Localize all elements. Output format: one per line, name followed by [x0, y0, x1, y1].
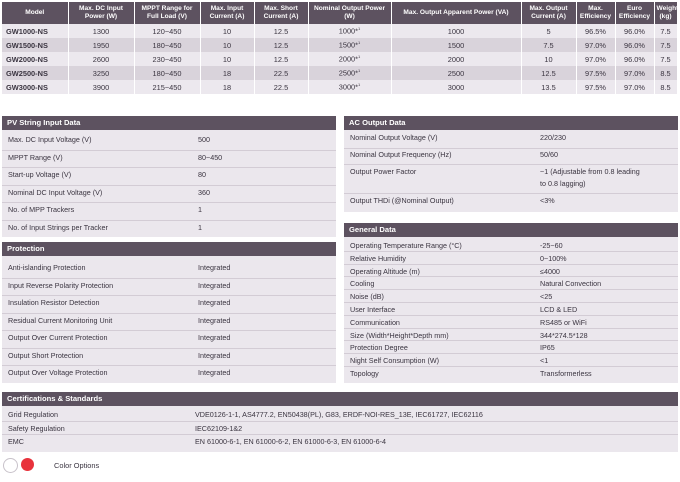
- pv-string-value: 1: [198, 205, 202, 214]
- models-header-cell: Max. Efficiency: [576, 2, 615, 24]
- models-header-cell: Max. Output Apparent Power (VA): [391, 2, 521, 24]
- model-cell: 1500: [391, 38, 521, 52]
- model-cell: 18: [200, 80, 254, 94]
- models-header-cell: Max. DC Input Power (W): [68, 2, 134, 24]
- pv-string-label: Start-up Voltage (V): [8, 170, 72, 179]
- protection-label: Input Reverse Polarity Protection: [8, 280, 114, 290]
- certifications-label: EMC: [8, 437, 24, 446]
- models-header-cell: Weight (kg): [654, 2, 677, 24]
- model-cell: 96.0%: [615, 38, 654, 52]
- general-label: Noise (dB): [350, 292, 384, 302]
- model-name: GW3000-NS: [2, 80, 68, 94]
- ac-row: [344, 150, 678, 164]
- model-cell: 97.0%: [615, 80, 654, 94]
- protection-value: Integrated: [198, 263, 231, 272]
- models-header-cell: Nominal Output Power (W): [308, 2, 391, 24]
- pv-string-row: [2, 153, 336, 169]
- models-header-cell: Max. Output Current (A): [521, 2, 576, 24]
- model-cell: 7.5: [654, 24, 677, 38]
- model-cell: 97.0%: [615, 66, 654, 80]
- ac-row-value: ~1 (Adjustable from 0.8 leading: [540, 167, 640, 176]
- model-cell: 22.5: [254, 80, 308, 94]
- models-table-header: [2, 2, 677, 24]
- model-cell: 97.0%: [576, 52, 615, 66]
- certifications-label: Grid Regulation: [8, 410, 58, 419]
- protection-panel: [2, 242, 336, 383]
- general-title: General Data: [344, 223, 678, 237]
- model-cell: 120~450: [134, 24, 200, 38]
- model-cell: 180~450: [134, 66, 200, 80]
- protection-row: [2, 333, 336, 349]
- model-cell: 1000: [391, 24, 521, 38]
- general-value: RS485 or WiFi: [540, 317, 587, 327]
- model-cell: 10: [200, 24, 254, 38]
- protection-value: Integrated: [198, 298, 231, 307]
- model-name: GW1000-NS: [2, 24, 68, 38]
- pv-string-label: No. of Input Strings per Tracker: [8, 222, 108, 232]
- model-cell: 2500: [391, 66, 521, 80]
- model-cell: 97.5%: [576, 66, 615, 80]
- model-cell: 8.5: [654, 80, 677, 94]
- footnote-mark: 1: [358, 82, 361, 88]
- model-cell: 1000*$^1$: [308, 24, 391, 38]
- model-cell: 215~450: [134, 80, 200, 94]
- protection-row: [2, 298, 336, 314]
- footnote-mark: 1: [358, 26, 361, 32]
- model-cell: 7.5: [654, 52, 677, 66]
- general-value: Transformerless: [540, 369, 592, 378]
- model-cell: 1950: [68, 38, 134, 52]
- general-label: Communication: [350, 317, 400, 327]
- general-value: IP65: [540, 343, 555, 353]
- model-cell: 13.5: [521, 80, 576, 94]
- ac-row-value: 220/230: [540, 133, 566, 142]
- ac-row-value: <3%: [540, 196, 555, 205]
- ac-row-label: Nominal Output Frequency (Hz): [350, 150, 452, 159]
- models-header-cell: Euro Efficiency: [615, 2, 654, 24]
- model-cell: 3000: [391, 80, 521, 94]
- model-cell: 96.0%: [615, 52, 654, 66]
- general-label: Cooling: [350, 279, 375, 289]
- general-value: ≤4000: [540, 266, 560, 276]
- ac-row-value-line2: to 0.8 lagging): [540, 179, 586, 188]
- model-name: GW1500-NS: [2, 38, 68, 52]
- protection-title: Protection: [2, 242, 336, 256]
- general-label: Protection Degree: [350, 343, 408, 353]
- model-cell: 3250: [68, 66, 134, 80]
- model-cell: 2000*$^1$: [308, 52, 391, 66]
- general-panel: [344, 223, 678, 383]
- general-label: Operating Altitude (m): [350, 266, 420, 276]
- model-cell: 1500*$^1$: [308, 38, 391, 52]
- models-table-row: [2, 66, 677, 80]
- protection-label: Output Over Current Protection: [8, 333, 108, 342]
- model-cell: 18: [200, 66, 254, 80]
- general-value: 0~100%: [540, 253, 567, 263]
- general-value: <25: [540, 292, 553, 302]
- ac-output-panel: [344, 116, 678, 212]
- certifications-label: Safety Regulation: [8, 423, 65, 433]
- pv-string-label: MPPT Range (V): [8, 152, 63, 162]
- pv-string-value: 80~450: [198, 152, 223, 162]
- pv-string-value: 1: [198, 222, 202, 232]
- models-header-cell: Max. Short Current (A): [254, 2, 308, 24]
- model-cell: 97.0%: [576, 38, 615, 52]
- model-cell: 1300: [68, 24, 134, 38]
- protection-row: [2, 368, 336, 384]
- pv-string-row: [2, 170, 336, 186]
- model-cell: 2600: [68, 52, 134, 66]
- pv-string-row: [2, 205, 336, 221]
- ac-output-title: AC Output Data: [344, 116, 678, 130]
- pv-string-label: Nominal DC Input Voltage (V): [8, 187, 103, 197]
- footnote-mark: 1: [358, 54, 361, 60]
- model-cell: 230~450: [134, 52, 200, 66]
- model-cell: 97.5%: [576, 80, 615, 94]
- models-table: [2, 2, 678, 94]
- certifications-row: [2, 437, 678, 449]
- pv-string-row: [2, 223, 336, 239]
- protection-label: Output Short Protection: [8, 350, 84, 360]
- model-cell: 2500*$^1$: [308, 66, 391, 80]
- model-cell: 5: [521, 24, 576, 38]
- certifications-title: Certifications & Standards: [2, 392, 678, 406]
- protection-label: Output Over Voltage Protection: [8, 368, 108, 377]
- ac-row-label: Output Power Factor: [350, 167, 417, 176]
- models-table-row: [2, 38, 677, 52]
- protection-row: [2, 316, 336, 332]
- model-cell: 3900: [68, 80, 134, 94]
- protection-label: Residual Current Monitoring Unit: [8, 315, 113, 325]
- ac-row: [344, 167, 678, 195]
- general-row: [344, 369, 678, 380]
- model-cell: 10: [521, 52, 576, 66]
- model-cell: 8.5: [654, 66, 677, 80]
- model-cell: 22.5: [254, 66, 308, 80]
- general-label: Night Self Consumption (W): [350, 356, 440, 366]
- pv-string-label: No. of MPP Trackers: [8, 205, 75, 214]
- general-label: User Interface: [350, 305, 396, 314]
- certifications-value: VDE0126-1-1, AS4777.2, EN50438(PL), G83, ERDF-NOI-RES_13E, IEC61727, IEC62116: [195, 410, 483, 419]
- color-swatch-white: [3, 458, 18, 473]
- general-label: Topology: [350, 369, 379, 378]
- model-cell: 7.5: [521, 38, 576, 52]
- general-value: <1: [540, 356, 549, 366]
- general-value: Natural Convection: [540, 279, 602, 289]
- protection-value: Integrated: [198, 368, 231, 377]
- ac-row-value: 50/60: [540, 150, 558, 159]
- protection-label: Insulation Resistor Detection: [8, 298, 100, 307]
- pv-string-value: 500: [198, 135, 210, 144]
- models-header-cell: Model: [2, 2, 68, 24]
- model-cell: 7.5: [654, 38, 677, 52]
- color-options-label: Color Options: [54, 461, 100, 470]
- footnote-mark: 1: [358, 40, 361, 46]
- general-label: Size (Width*Height*Depth mm): [350, 330, 449, 340]
- model-cell: 180~450: [134, 38, 200, 52]
- model-cell: 10: [200, 52, 254, 66]
- model-cell: 10: [200, 38, 254, 52]
- models-table-row: [2, 24, 677, 38]
- pv-string-panel: [2, 116, 336, 237]
- protection-value: Integrated: [198, 333, 231, 342]
- model-cell: 12.5: [254, 24, 308, 38]
- general-value: -25~60: [540, 241, 563, 250]
- pv-string-title: PV String Input Data: [2, 116, 336, 130]
- protection-row: [2, 263, 336, 279]
- model-cell: 12.5: [521, 66, 576, 80]
- pv-string-row: [2, 135, 336, 151]
- certifications-value: IEC62109-1&2: [195, 423, 243, 433]
- protection-row: [2, 281, 336, 297]
- model-cell: 2000: [391, 52, 521, 66]
- certifications-panel: [2, 392, 678, 452]
- model-name: GW2000-NS: [2, 52, 68, 66]
- general-value: 344*274.5*128: [540, 330, 588, 340]
- models-header-cell: Max. Input Current (A): [200, 2, 254, 24]
- ac-row: [344, 196, 678, 210]
- protection-row: [2, 351, 336, 367]
- pv-string-value: 80: [198, 170, 206, 179]
- models-header-cell: MPPT Range for Full Load (V): [134, 2, 200, 24]
- model-name: GW2500-NS: [2, 66, 68, 80]
- general-label: Relative Humidity: [350, 253, 406, 263]
- protection-label: Anti-islanding Protection: [8, 263, 86, 272]
- ac-row-label: Nominal Output Voltage (V): [350, 133, 438, 142]
- model-cell: 3000*$^1$: [308, 80, 391, 94]
- protection-value: Integrated: [198, 315, 231, 325]
- general-value: LCD & LED: [540, 305, 578, 314]
- model-cell: 12.5: [254, 52, 308, 66]
- model-cell: 96.5%: [576, 24, 615, 38]
- model-cell: 12.5: [254, 38, 308, 52]
- protection-value: Integrated: [198, 350, 231, 360]
- models-table-row: [2, 80, 677, 94]
- protection-value: Integrated: [198, 280, 231, 290]
- ac-row: [344, 133, 678, 147]
- general-label: Operating Temperature Range (°C): [350, 241, 462, 250]
- certifications-value: EN 61000-6-1, EN 61000-6-2, EN 61000-6-3, EN 61000-6-4: [195, 437, 386, 446]
- pv-string-value: 360: [198, 187, 210, 197]
- models-table-row: [2, 52, 677, 66]
- pv-string-label: Max. DC Input Voltage (V): [8, 135, 92, 144]
- model-cell: 96.0%: [615, 24, 654, 38]
- footnote-mark: 1: [358, 68, 361, 74]
- color-swatch-red: [21, 458, 34, 471]
- pv-string-row: [2, 188, 336, 204]
- ac-row-label: Output THDi (@Nominal Output): [350, 196, 454, 205]
